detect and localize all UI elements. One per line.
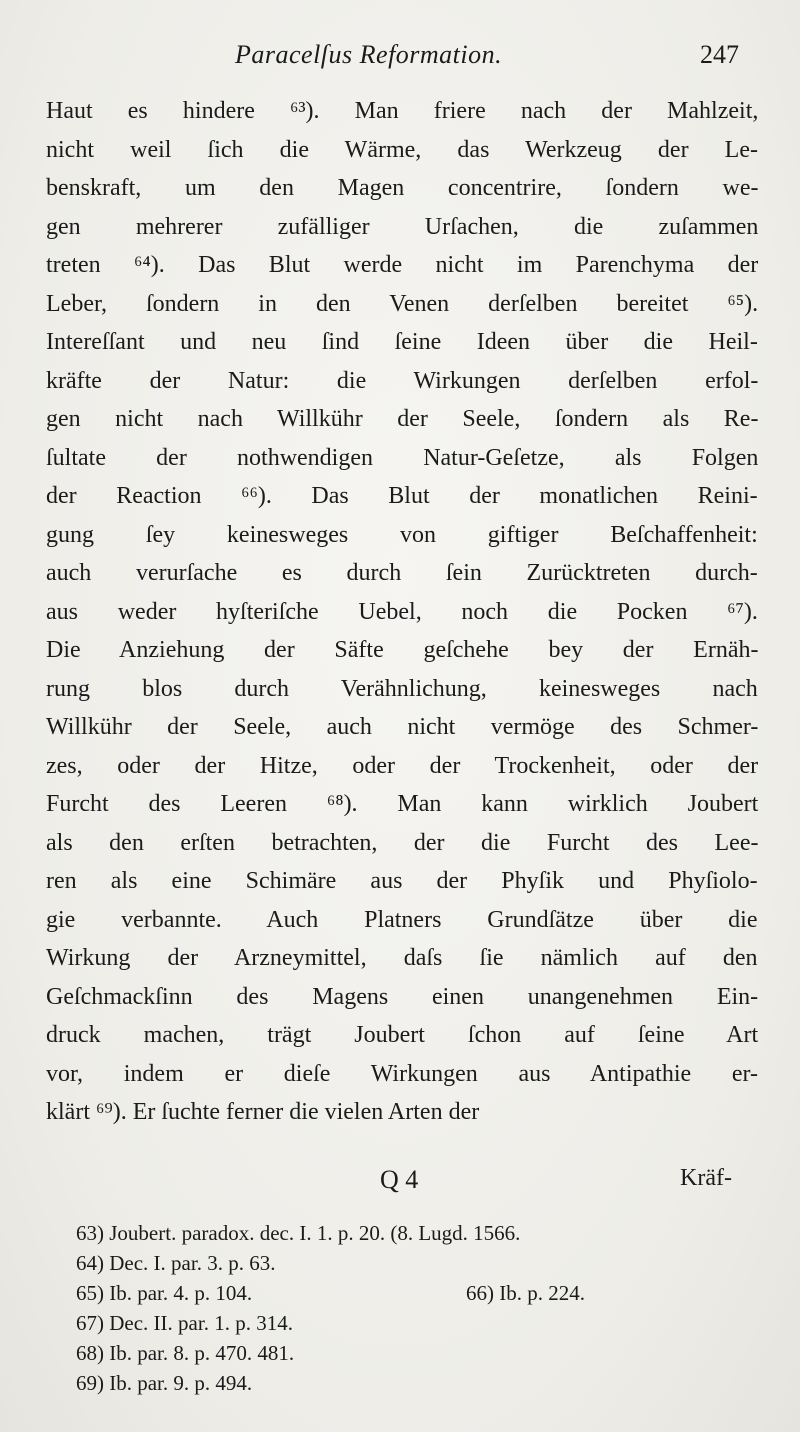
text-line: zes, oder der Hitze, oder der Trockenheit, oder der [46,752,759,779]
text-line: treten ⁶⁴). Das Blut werde nicht im Parenchyma der [46,252,759,278]
text-line: der Reaction ⁶⁶). Das Blut der monatlichen Reini- [46,483,758,509]
text-line: auch verurſache es durch ſein Zurücktreten durch- [46,560,758,586]
page-number: 247 [700,40,739,69]
footnote: 69) Ib. par. 9. p. 494. [76,1371,253,1395]
text-line: ſultate der nothwendigen Natur-Geſetze, als Folgen [46,444,759,471]
footnote: 63) Joubert. paradox. dec. I. 1. p. 20. (8. Lugd. 1566. [76,1221,521,1245]
footnote: 64) Dec. I. par. 3. p. 63. [76,1251,276,1275]
text-line: gie verbannte. Auch Platners Grundſätze über die [46,906,758,933]
text-line: Leber, ſondern in den Venen derſelben bereitet ⁶⁵). [46,290,759,317]
signature-mark: Q 4 [380,1165,419,1194]
text-line: Haut es hindere ⁶³). Man friere nach der Mahlzeit, [46,98,759,124]
text-line: aus weder hyſteriſche Uebel, noch die Pocken ⁶⁷). [46,598,758,625]
text-line: gen mehrerer zufälliger Urſachen, die zuſammen [46,213,759,240]
text-line: nicht weil ſich die Wärme, das Werkzeug der Le- [46,136,758,163]
text-line: vor, indem er dieſe Wirkungen aus Antipathie er- [46,1060,759,1087]
footnote: 66) Ib. p. 224. [466,1281,585,1305]
text-line: ren als eine Schimäre aus der Phyſik und Phyſiolo- [46,868,758,894]
running-title: Paracelſus Reformation. [235,40,503,69]
footnote-row [76,1278,756,1308]
text-line: gen nicht nach Willkühr der Seele, ſondern als Re- [46,406,759,432]
text-line: als den erſten betrachten, der die Furcht des Lee- [46,829,759,856]
footnote: 68) Ib. par. 8. p. 470. 481. [76,1341,295,1365]
footnote: 65) Ib. par. 4. p. 104. [76,1281,253,1305]
text-line: benskraft, um den Magen concentrire, ſondern we- [46,175,759,201]
text-line: rung blos durch Verähnlichung, keinesweges nach [46,675,758,702]
text-line: Furcht des Leeren ⁶⁸). Man kann wirklich Joubert [46,791,759,817]
text-line: Geſchmackſinn des Magens einen unangenehmen Ein- [46,983,759,1010]
footnotes [76,1218,756,1398]
text-line: Intereſſant und neu ſind ſeine Ideen über die Heil- [46,329,758,355]
text-line: klärt ⁶⁹). Er ſuchte ferner die vielen Arten der [46,1099,480,1125]
text-line: Wirkung der Arzneymittel, daſs ſie nämlich auf den [46,945,758,971]
footnote: 67) Dec. II. par. 1. p. 314. [76,1311,293,1335]
text-line: druck machen, trägt Joubert ſchon auf ſeine Art [46,1022,759,1048]
body-text [46,92,758,1132]
text-line: kräfte der Natur: die Wirkungen derſelben erfol- [46,367,759,394]
text-line: Die Anziehung der Säfte geſchehe bey der Ernäh- [46,637,759,663]
text-line: Willkühr der Seele, auch nicht vermöge des Schmer- [46,714,759,740]
text-line: gung ſey keinesweges von giftiger Beſchaffenheit: [46,521,758,548]
catchword: Kräf- [680,1165,732,1191]
